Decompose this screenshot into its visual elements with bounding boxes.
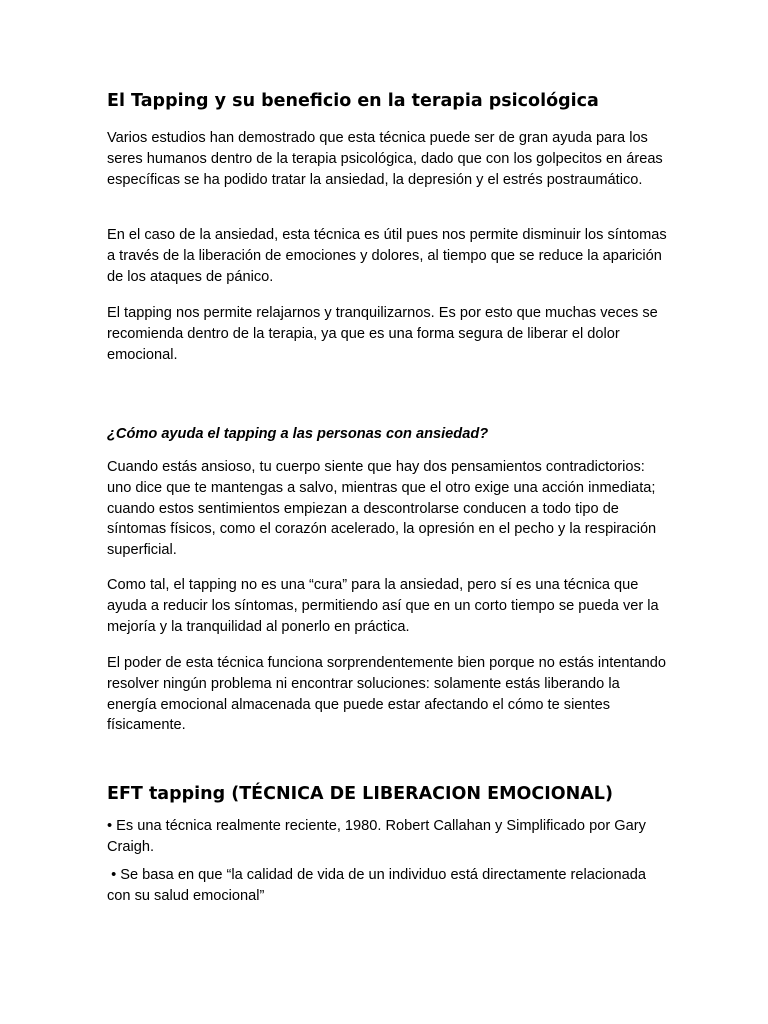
anxiety-paragraph-3: El poder de esta técnica funciona sorprendentemente bien porque no estás intentando resolver ningún problema ni encontrar soluciones: solamente estás liberando la energía emocional almacenada que puede estar afectando el cómo te sientes físicamente. bbox=[107, 655, 667, 734]
anxiety-paragraph-1: Cuando estás ansioso, tu cuerpo siente que hay dos pensamientos contradictorios: uno dice que te mantengas a salvo, mientras que el otro exige una acción inmediata; cuando estos sentimientos empiezan a descontrolarse conducen a todo tipo de síntomas físicos, como el corazón acelerado, la opresión en el pecho y la respiración superficial. bbox=[107, 459, 657, 559]
intro-paragraph-3: El tapping nos permite relajarnos y tranquilizarnos. Es por esto que muchas veces se recomienda dentro de la terapia, ya que es una forma segura de liberar el dolor emocional. bbox=[107, 305, 658, 363]
bullet-item-2: • Se basa en que “la calidad de vida de un individuo está directamente relacionada con su salud emocional” bbox=[107, 867, 651, 904]
bullet-item-1: • Es una técnica realmente reciente, 1980. Robert Callahan y Simplificado por Gary Craigh. bbox=[107, 818, 646, 855]
intro-paragraph-1: Varios estudios han demostrado que esta técnica puede ser de gran ayuda para los seres humanos dentro de la terapia psicológica, dado que con los golpecitos en áreas específicas se ha podido tratar la ansiedad, la depresión y el estrés postraumático. bbox=[107, 130, 663, 188]
page-title: El Tapping y su beneficio en la terapia psicológica bbox=[107, 91, 599, 111]
section-2-title: EFT tapping (TÉCNICA DE LIBERACION EMOCIONAL) bbox=[107, 784, 613, 804]
intro-paragraph-2: En el caso de la ansiedad, esta técnica es útil pues nos permite disminuir los síntomas a través de la liberación de emociones y dolores, al tiempo que se reduce la aparición de los ataques de pánico. bbox=[107, 227, 667, 285]
anxiety-paragraph-2: Como tal, el tapping no es una “cura” para la ansiedad, pero sí es una técnica que ayuda a reducir los síntomas, permitiendo así que en un corto tiempo se pueda ver la mejoría y la tranquilidad al ponerlo en práctica. bbox=[107, 577, 659, 635]
section-subheading: ¿Cómo ayuda el tapping a las personas con ansiedad? bbox=[107, 426, 489, 442]
